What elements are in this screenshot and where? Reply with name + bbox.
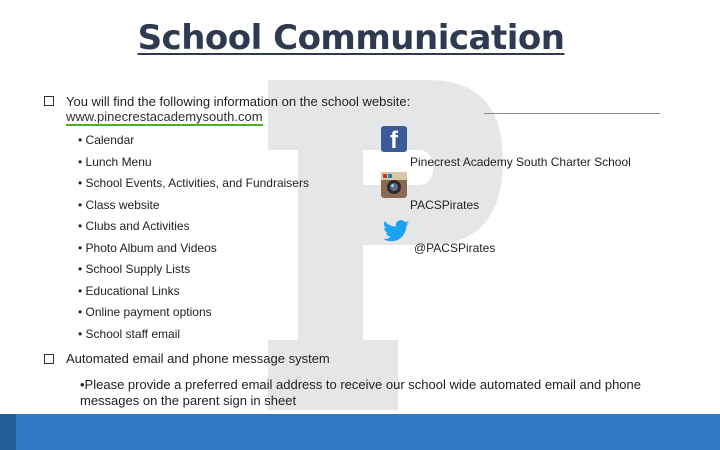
checkbox-bullet-icon — [44, 96, 54, 106]
instagram-label: PACSPirates — [410, 198, 480, 212]
footer-bar — [0, 414, 720, 450]
list-item: • Class website — [78, 197, 160, 212]
list-item: • Calendar — [78, 133, 135, 147]
email-note: •Please provide a preferred email address to receive our school wide automated email and phone messages on the parent sign in sheet — [80, 377, 641, 408]
intro-text: You will find the following information on the school website: — [66, 94, 411, 109]
list-item: • Photo Album and Videos — [78, 240, 217, 255]
list-item: • School Events, Activities, and Fundraisers — [78, 176, 309, 190]
list-item: • Clubs and Activities — [78, 219, 190, 233]
list-item: • School staff email — [78, 326, 181, 341]
page-title: School Communication — [137, 18, 565, 58]
twitter-icon[interactable] — [383, 219, 409, 243]
website-items-list — [78, 132, 309, 347]
list-item: • Lunch Menu — [78, 154, 152, 169]
list-item: • Educational Links — [78, 283, 180, 298]
website-link[interactable]: www.pinecrestacademysouth.com — [66, 109, 263, 124]
divider-line — [484, 113, 660, 114]
list-item: • School Supply Lists — [78, 262, 191, 276]
facebook-icon[interactable]: f — [381, 126, 407, 152]
facebook-label: Pinecrest Academy South Charter School — [410, 155, 631, 169]
list-item: • Online payment options — [78, 305, 212, 319]
checkbox-bullet-icon — [44, 354, 54, 364]
automated-system-text: Automated email and phone message system — [66, 351, 330, 366]
twitter-label: @PACSPirates — [414, 241, 496, 255]
instagram-icon[interactable] — [381, 172, 407, 198]
